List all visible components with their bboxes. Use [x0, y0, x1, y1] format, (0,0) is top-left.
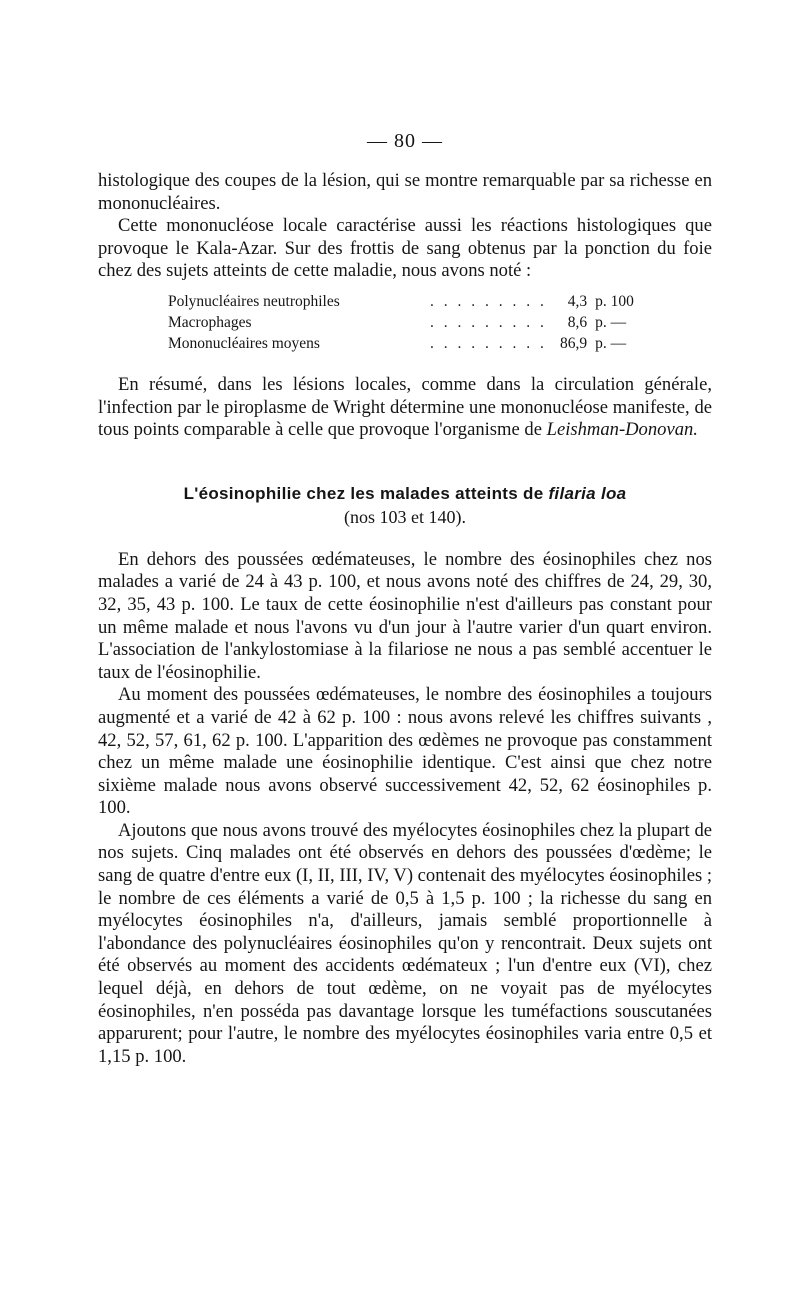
spacer [98, 529, 712, 549]
body-text [98, 170, 712, 1068]
paragraph-myelocytes: Ajoutons que nous avons trouvé des myélocytes éosinophiles chez la plupart de nos sujets. Cinq malades ont été observés en dehors des poussées d'œdème; le sang de quatre d'entre eux (I, II, III, IV, V) contenait des myélocytes éosinophiles ; le nombre de ces éléments a varié de 0,5 à 1,5 p. 100 ; la richesse du sang en myélocytes éosinophiles n'a, d'ailleurs, jamais semblé proportionnelle à l'abondance des polynucléaires éosinophiles qu'on y rencontrait. Deux sujets ont été observés au moment des accidents œdémateux ; l'un d'entre eux (VI), chez lequel déjà, en dehors de tout œdème, on ne voyait pas de myélocytes éosinophiles, n'en posséda pas davantage lorsque les tuméfactions souscutanées apparurent; pour l'autre, le nombre des myélocytes éosinophiles varia entre 0,5 et 1,15 p. 100. [98, 819, 713, 1067]
cell-unit: p. 100 [595, 292, 634, 310]
table-row [168, 333, 650, 354]
table-row [168, 312, 650, 333]
paragraph-summary [98, 374, 712, 442]
paragraph-edema: Au moment des poussées œdémateuses, le nombre des éosinophiles a toujours augmenté et a varié de 42 à 62 p. 100 : nous avons relevé les chiffres suivants , 42, 52, 57, 61, 62 p. 100. L'apparition des œdèmes ne provoque pas constamment chez un même malade une éosinophilie identique. C'est ainsi que chez notre sixième malade nous avons observé successivement 42, 52, 62 éosinophiles p. 100. [98, 684, 712, 819]
section-subheading: (nos 103 et 140). [344, 506, 466, 527]
section-title: L'éosinophilie chez les malades atteints de [183, 483, 549, 503]
cell-value: 8,6 [567, 313, 588, 331]
cell-type-label: Macrophages [168, 313, 252, 331]
cell-unit: p. — [595, 313, 627, 331]
document-page [98, 0, 712, 1300]
cell-type-label: Polynucléaires neutrophiles [168, 292, 340, 310]
cell-count-table [168, 291, 650, 354]
dot-leader: . . . . . . . . . [429, 334, 547, 352]
cell-unit: p. — [595, 334, 627, 352]
paragraph-continuation: histologique des coupes de la lésion, qui se montre remarquable par sa richesse en mononucléaires. [98, 170, 712, 214]
section-title-italic: filaria loa [548, 483, 627, 503]
cell-value: 86,9 [559, 334, 588, 352]
cell-type-label: Mononucléaires moyens [168, 334, 320, 352]
spacer [98, 354, 712, 374]
paragraph-eosinophil-counts: En dehors des poussées œdémateuses, le nombre des éosinophiles chez nos malades a varié de 24 à 43 p. 100, et nous avons noté des chiffres de 24, 29, 30, 32, 35, 43 p. 100. Le taux de cette éosinophilie n'est d'ailleurs pas constant pour un même malade et nous l'avons vu d'un jour à l'autre varier d'un quart environ. L'association de l'ankylostomiase à la filariose ne nous a pas semblé accentuer le taux de l'éosinophilie. [98, 548, 712, 683]
cell-value: 4,3 [567, 292, 588, 310]
table-row [168, 291, 650, 312]
spacer [98, 442, 712, 482]
section-heading [98, 482, 712, 506]
organism-name: Leishman-Donovan. [546, 419, 698, 441]
paragraph-kala-azar: Cette mononucléose locale caractérise aussi les réactions histologiques que provoque le Kala-Azar. Sur des frottis de sang obtenus par la ponction du foie chez des sujets atteints de cette maladie, nous avons noté : [98, 215, 712, 282]
dot-leader: . . . . . . . . . [429, 313, 547, 331]
dot-leader: . . . . . . . . . [429, 292, 547, 310]
page-number: — 80 — [367, 130, 443, 152]
summary-text: En résumé, dans les lésions locales, comme dans la circulation générale, l'infection par le piroplasme de Wright détermine une mononucléose manifeste, de tous points comparable à celle que provoque l'organisme de [98, 373, 712, 441]
